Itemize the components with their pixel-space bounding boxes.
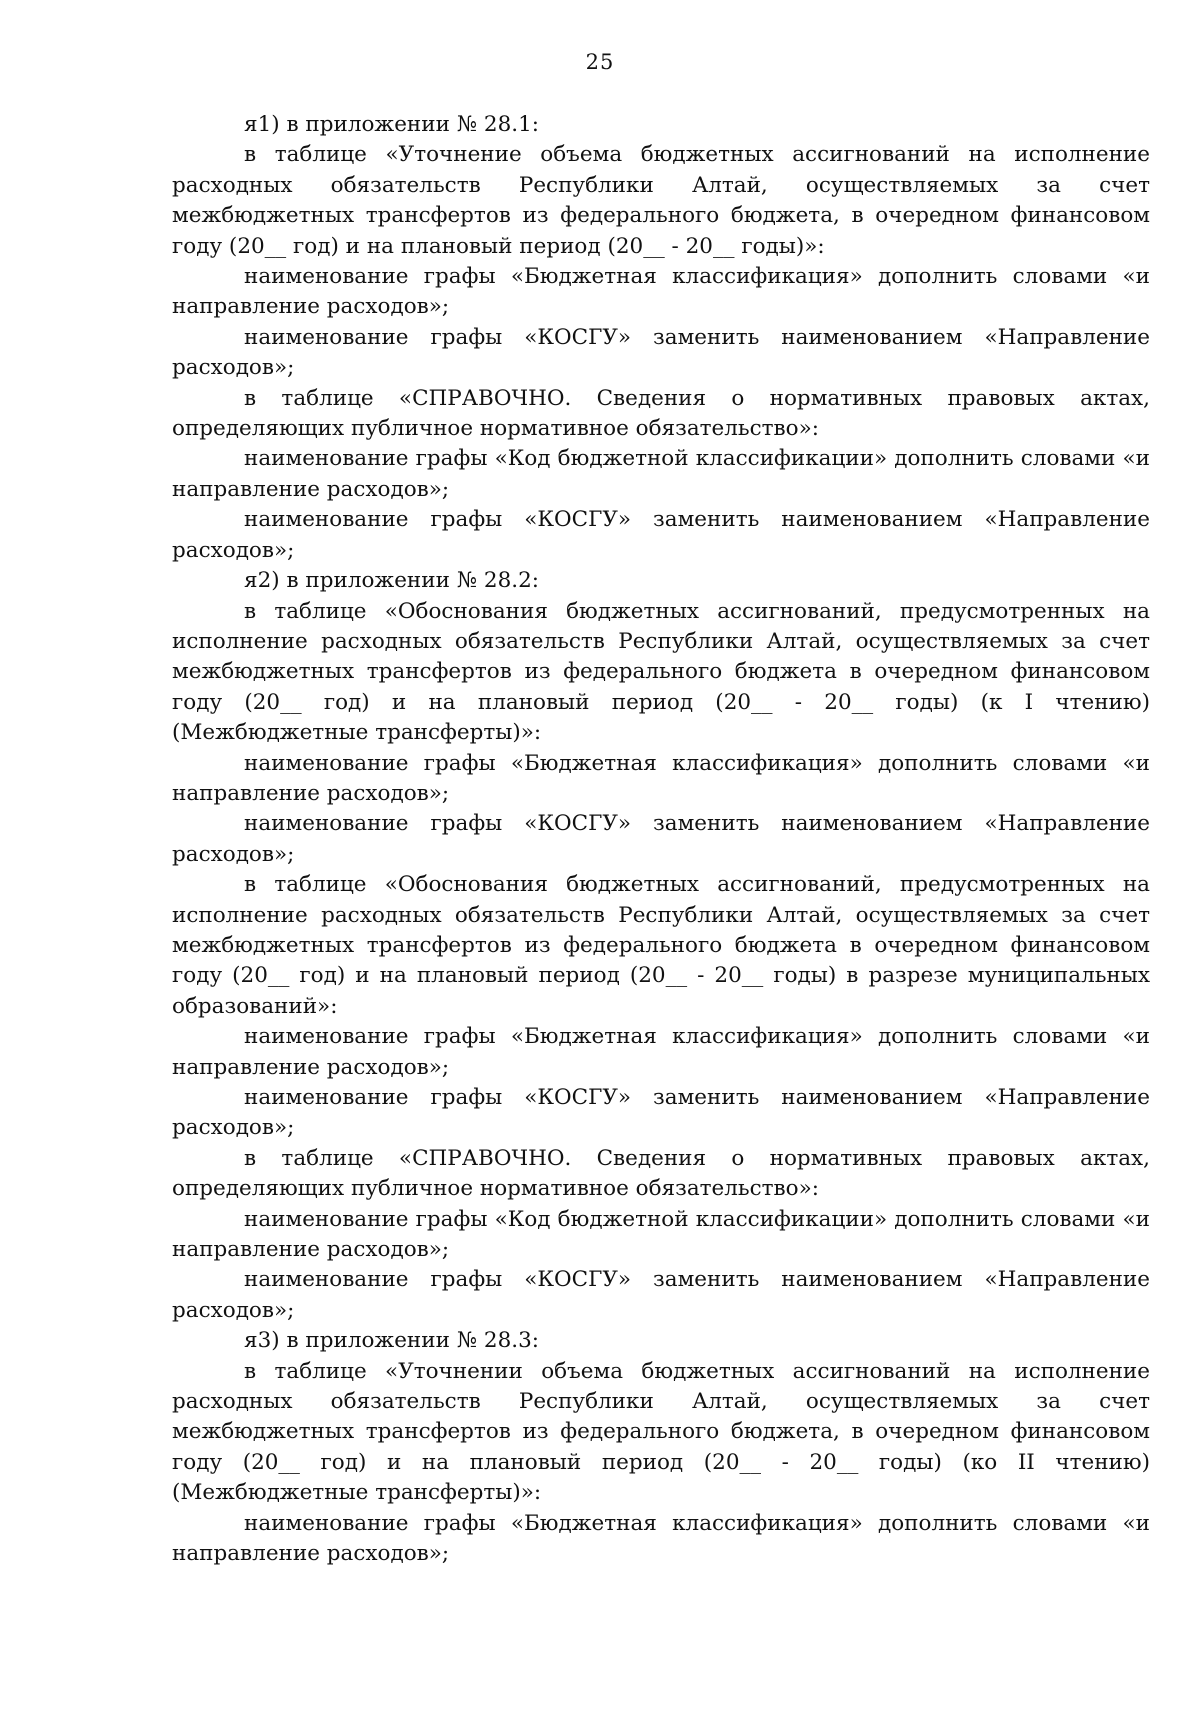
paragraph-table-obosnovaniya: в таблице «Обоснования бюджетных ассигнований, предусмотренных на исполнение расходных обязательств Республики Алтай, осуществляемых за счет межбюджетных трансфертов из федерального бюджета в очередном финансовом году (20__ год) и на плановый период (20__ - 20__ годы) (к I чтению) (Межбюджетные трансферты)»: xyxy=(172,598,1150,746)
document-body xyxy=(172,110,1150,1570)
paragraph-table-utochnenii: в таблице «Уточнении объема бюджетных ассигнований на исполнение расходных обязательств Республики Алтай, осуществляемых за счет межбюджетных трансфертов из федерального бюджета, в очередном финансовом году (20__ год) и на плановый период (20__ - 20__ годы) (ко II чтению) (Межбюджетные трансферты)»: xyxy=(172,1358,1150,1506)
page-number: 25 xyxy=(585,50,615,74)
paragraph-kosgu-replace: наименование графы «КОСГУ» заменить наименованием «Направление расходов»; xyxy=(172,1085,1150,1141)
paragraph-kosgu-replace: наименование графы «КОСГУ» заменить наименованием «Направление расходов»; xyxy=(172,324,1150,381)
paragraph-budget-classification: наименование графы «Бюджетная классификация» дополнить словами «и направление расходов»; xyxy=(172,750,1150,806)
paragraph-item-ya1-heading: я1) в приложении № 28.1: xyxy=(244,112,540,137)
paragraph-budget-code: наименование графы «Код бюджетной классификации» дополнить словами «и направление расходов»; xyxy=(172,446,1150,502)
paragraph-kosgu-replace: наименование графы «КОСГУ» заменить наименованием «Направление расходов»; xyxy=(172,811,1150,867)
paragraph-budget-code: наименование графы «Код бюджетной классификации» дополнить словами «и направление расходов»; xyxy=(172,1206,1150,1263)
paragraph-budget-classification: наименование графы «Бюджетная классификация» дополнить словами «и направление расходов»; xyxy=(172,1024,1150,1080)
paragraph-budget-classification: наименование графы «Бюджетная классификация» дополнить словами «и направление расходов»; xyxy=(172,1510,1150,1567)
paragraph-budget-classification: наименование графы «Бюджетная классификация» дополнить словами «и направление расходов»; xyxy=(172,264,1150,320)
paragraph-table-spravochno: в таблице «СПРАВОЧНО. Сведения о нормативных правовых актах, определяющих публичное нормативное обязательство»: xyxy=(172,385,1150,442)
paragraph-table-obosnovaniya-municipal: в таблице «Обоснования бюджетных ассигнований, предусмотренных на исполнение расходных обязательств Республики Алтай, осуществляемых за счет межбюджетных трансфертов из федерального бюджета в очередном финансовом году (20__ год) и на плановый период (20__ - 20__ годы) в разрезе муниципальных образований»: xyxy=(172,872,1150,1019)
paragraph-item-ya3-heading: я3) в приложении № 28.3: xyxy=(244,1328,540,1354)
paragraph-table-utochnenie: в таблице «Уточнение объема бюджетных ассигнований на исполнение расходных обязательств Республики Алтай, осуществляемых за счет межбюджетных трансфертов из федерального бюджета, в очередном финансовом году (20__ год) и на плановый период (20__ - 20__ годы)»: xyxy=(172,142,1150,259)
paragraph-table-spravochno: в таблице «СПРАВОЧНО. Сведения о нормативных правовых актах, определяющих публичное нормативное обязательство»: xyxy=(172,1145,1150,1202)
paragraph-item-ya2-heading: я2) в приложении № 28.2: xyxy=(244,568,540,594)
paragraph-kosgu-replace: наименование графы «КОСГУ» заменить наименованием «Направление расходов»; xyxy=(172,507,1150,563)
paragraph-kosgu-replace: наименование графы «КОСГУ» заменить наименованием «Направление расходов»; xyxy=(172,1267,1150,1323)
